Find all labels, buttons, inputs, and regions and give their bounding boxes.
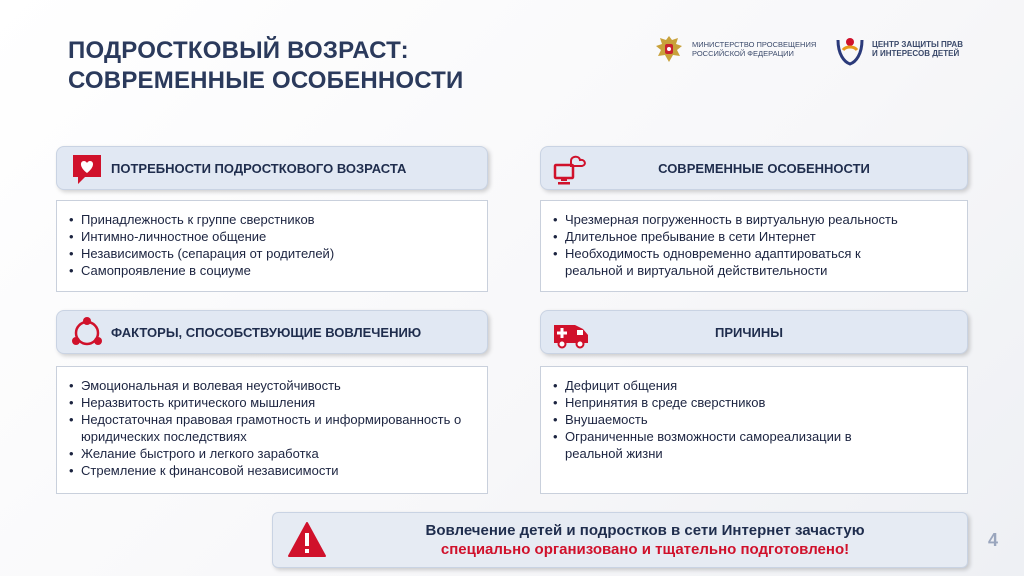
reasons-header [540,310,968,354]
list-item: • Дефицит общения [553,377,955,394]
center-logo-text: ЦЕНТР ЗАЩИТЫ ПРАВ И ИНТЕРЕСОВ ДЕТЕЙ [872,40,963,58]
needs-header [56,146,488,190]
list-item: • Интимно-личностное общение [69,228,475,245]
ministry-logo [652,32,816,66]
list-item: • Внушаемость [553,411,955,428]
list-item: • Неразвитость критического мышления [69,394,475,411]
list-item: • Непринятия в среде сверстников [553,394,955,411]
warning-banner [272,512,968,568]
reasons-header-label: ПРИЧИНЫ [715,324,783,340]
cloud-computer-icon [551,151,591,187]
reasons-list [540,366,968,494]
modern-list [540,200,968,292]
list-item: • Необходимость одновременно адаптироваться к реальной и виртуальной действительности [553,245,895,279]
list-item: • Желание быстрого и легкого заработка [69,445,475,462]
warning-text [333,521,957,559]
warning-line1: Вовлечение детей и подростков в сети Интернет зачастую [425,522,865,539]
factors-header [56,310,488,354]
modern-header-label: СОВРЕМЕННЫЕ ОСОБЕННОСТИ [658,160,870,176]
page-title-line2: СОВРЕМЕННЫЕ ОСОБЕННОСТИ [68,67,464,94]
page-number: 4 [987,530,998,550]
page-title [68,36,464,96]
list-item: • Длительное пребывание в сети Интернет [553,228,955,245]
warning-triangle-icon [287,521,327,559]
ministry-logo-text: МИНИСТЕРСТВО ПРОСВЕЩЕНИЯ РОССИЙСКОЙ ФЕДЕРАЦИИ [692,40,817,58]
center-logo [834,32,963,66]
needs-list [56,200,488,292]
list-item: • Эмоциональная и волевая неустойчивость [69,377,475,394]
list-item: • Чрезмерная погруженность в виртуальную реальность [553,211,955,228]
eagle-emblem-icon [652,32,686,66]
warning-line2: специально организовано и тщательно подготовлено! [440,541,850,558]
needs-header-label: ПОТРЕБНОСТИ ПОДРОСТКОВОГО ВОЗРАСТА [111,160,407,176]
list-item: • Стремление к финансовой независимости [69,462,475,479]
network-icon [67,315,107,351]
page-title-line1: ПОДРОСТКОВЫЙ ВОЗРАСТ: [68,37,409,64]
list-item: • Ограниченные возможности самореализации в реальной жизни [553,428,905,462]
center-emblem-icon [834,32,866,66]
list-item: • Самопроявление в социуме [69,262,475,279]
list-item: • Принадлежность к группе сверстников [69,211,475,228]
factors-header-label: ФАКТОРЫ, СПОСОБСТВУЮЩИЕ ВОВЛЕЧЕНИЮ [111,324,422,340]
list-item: • Недостаточная правовая грамотность и информированность о юридических последствиях [69,411,471,445]
modern-header [540,146,968,190]
ambulance-icon [551,315,591,351]
heart-chat-icon [67,151,107,187]
factors-list [56,366,488,494]
list-item: • Независимость (сепарация от родителей) [69,245,475,262]
